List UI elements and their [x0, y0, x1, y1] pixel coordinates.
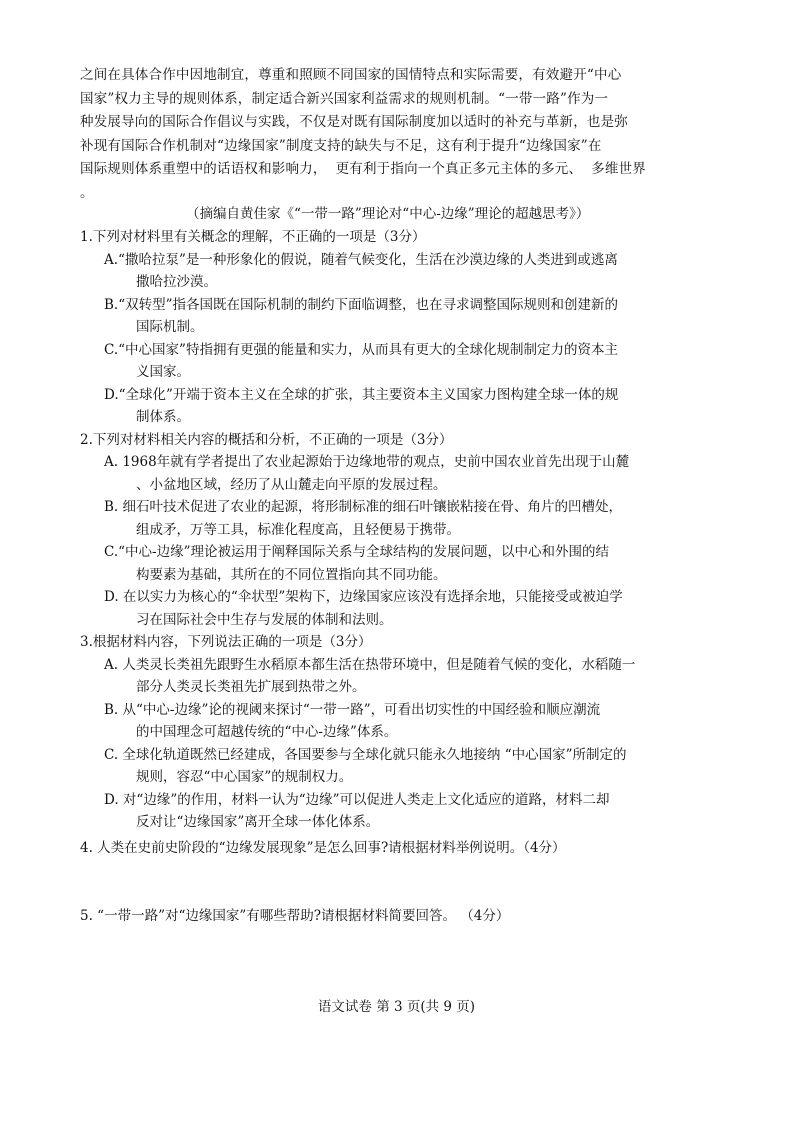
option-text-continued: 反对让“边缘国家”离开全球一体化体系。 — [136, 814, 380, 830]
page-footer: 语文试卷 第 3 页(共 9 页) — [317, 999, 476, 1015]
option-text-continued: 的中国理念可超越传统的“中心-边缘”体系。 — [136, 724, 398, 740]
passage-line: 补现有国际合作机制对“边缘国家”制度支持的缺失与不足，这有利于提升“边缘国家”在 — [80, 137, 602, 154]
option-text: C.“中心国家”特指拥有更强的能量和实力，从而具有更大的全球化规制制定力的资本主 — [104, 341, 618, 358]
option-text: A. 1968年就有学者提出了农业起源始于边缘地带的观点，史前中国农业首先出现于山麓 — [104, 454, 630, 470]
source-citation: （摘编自黄佳家《“一带一路”理论对“中心-边缘”理论的超越思考》） — [186, 206, 590, 222]
question-4: 4. 人类在史前史阶段的“边缘发展现象”是怎么回事?请根据材料举例说明。（4分） — [80, 840, 566, 856]
question-1 — [80, 226, 720, 429]
option-text-continued: 部分人类灵长类祖先扩展到热带之外。 — [136, 679, 366, 695]
option-text: D.“全球化”开端于资本主义在全球的扩张，其主要资本主义国家力图构建全球一体的规 — [104, 386, 619, 403]
question-3 — [80, 631, 720, 834]
option-text: B. 从“中心-边缘”论的视阈来探讨“一带一路”，可看出切实性的中国经验和顺应潮流 — [104, 701, 601, 718]
option-d — [104, 789, 720, 834]
option-b — [104, 496, 720, 541]
question-stem: 2.下列对材料相关内容的概括和分析，不正确的一项是（3分） — [80, 431, 453, 448]
passage-line: 国家”权力主导的规则体系，制定适合新兴国家利益需求的规则机制。“一带一路”作为一 — [80, 90, 609, 107]
option-c — [104, 541, 720, 586]
question-stem: 3.根据材料内容，下列说法正确的一项是（3分） — [80, 634, 372, 650]
option-text: B. 细石叶技术促进了农业的起源，将形制标准的细石叶镶嵌粘接在骨、角片的凹槽处， — [104, 499, 623, 515]
question-stem: 1.下列对材料里有关概念的理解，不正确的一项是（3分） — [80, 229, 426, 245]
option-text: C.“中心-边缘”理论被运用于阐释国际关系与全球结构的发展问题，以中心和外围的结 — [104, 544, 610, 560]
option-text-continued: 组成矛，万等工具，标准化程度高，且轻便易于携带。 — [136, 521, 460, 538]
option-text: D. 对“边缘”的作用，材料一认为“边缘”可以促进人类走上文化适应的道路，材料二却 — [104, 791, 610, 808]
option-c — [104, 744, 720, 789]
passage-line: 之间在具体合作中因地制宜，尊重和照顾不同国家的国情特点和实际需要，有效避开“中心 — [80, 67, 622, 83]
passage-paragraph — [80, 64, 712, 205]
option-text-continued: 撒哈拉沙漠。 — [136, 274, 217, 290]
option-b — [104, 699, 720, 744]
option-text: A. 人类灵长类祖先跟野生水稻原本都生活在热带环境中，但是随着气候的变化，水稻随一 — [104, 656, 636, 673]
option-text-continued: 制体系。 — [136, 409, 190, 425]
option-text-continued: 习在国际社会中生存与发展的体制和法则。 — [136, 611, 393, 628]
option-text-continued: 义国家。 — [136, 364, 190, 380]
option-text: A.“撒哈拉泵”是一种形象化的假说，随着气候变化，生活在沙漠边缘的人类进到或逃离 — [104, 251, 618, 268]
passage-line: 国际规则体系重塑中的话语权和影响力， 更有利于指向一个真正多元主体的多元、 多维世界 — [80, 161, 646, 177]
option-c — [104, 339, 720, 384]
option-b — [104, 294, 720, 339]
option-a — [104, 249, 720, 294]
option-text-continued: 规则，容忍“中心国家”的规制权力。 — [136, 769, 353, 785]
option-a — [104, 654, 720, 699]
option-text-continued: 国际机制。 — [136, 319, 204, 335]
option-d — [104, 384, 720, 429]
option-d — [104, 586, 720, 631]
passage-line: 。 — [80, 184, 94, 201]
option-text-continued: 构要素为基础，其所在的不同位置指向其不同功能。 — [136, 566, 447, 583]
questions-list — [80, 226, 720, 834]
option-text: C. 全球化轨道既然已经建成，各国要参与全球化就只能永久地接纳 “中心国家”所制定的 — [104, 746, 627, 763]
question-5: 5. “一带一路”对“边缘国家”有哪些帮助?请根据材料简要回答。 （4分） — [80, 908, 510, 924]
option-a — [104, 451, 720, 496]
option-text: B.“双转型”指各国既在国际机制的制约下面临调整，也在寻求调整国际规则和创建新的 — [104, 296, 619, 313]
passage-line: 种发展导向的国际合作倡议与实践，不仅是对既有国际制度加以适时的补充与革新，也是弥 — [80, 114, 628, 130]
option-text-continued: 、小盆地区域，经历了从山麓走向平原的发展过程。 — [136, 476, 447, 493]
option-text: D. 在以实力为核心的“伞状型”架构下，边缘国家应该没有选择余地，只能接受或被迫学 — [104, 589, 623, 605]
question-2 — [80, 429, 720, 632]
